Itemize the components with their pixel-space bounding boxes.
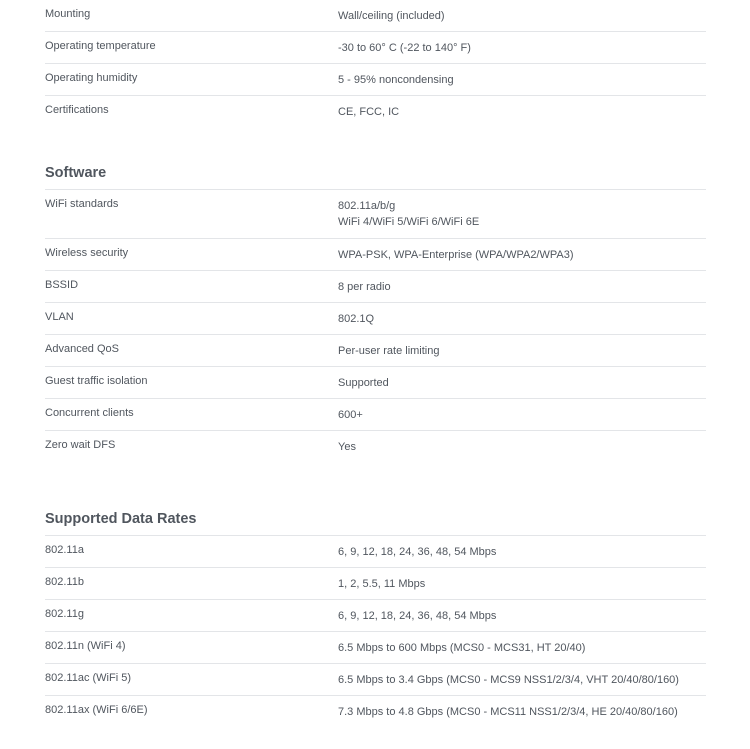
spec-value-line: 802.11a/b/g <box>338 200 396 212</box>
spec-row-80211g <box>45 600 706 632</box>
spec-label: Concurrent clients <box>45 407 134 419</box>
spec-value: CE, FCC, IC <box>338 106 400 118</box>
spec-value-line: WiFi 4/WiFi 5/WiFi 6/WiFi 6E <box>338 216 480 228</box>
spec-row-wifi-standards <box>45 190 706 239</box>
spec-row-guest-traffic-isolation <box>45 367 706 399</box>
spec-sheet <box>45 0 706 728</box>
spec-value: Per-user rate limiting <box>338 345 440 357</box>
spec-value: WPA-PSK, WPA-Enterprise (WPA/WPA2/WPA3) <box>338 249 574 261</box>
spec-row-vlan <box>45 303 706 335</box>
spec-value: 5 - 95% noncondensing <box>338 74 454 86</box>
spec-value: 1, 2, 5.5, 11 Mbps <box>338 578 426 590</box>
spec-row-operating-temperature <box>45 32 706 64</box>
spec-label: Certifications <box>45 104 109 116</box>
spec-row-80211a <box>45 536 706 568</box>
hardware-specs <box>45 0 706 128</box>
spec-value: 6, 9, 12, 18, 24, 36, 48, 54 Mbps <box>338 546 497 558</box>
spec-label: WiFi standards <box>45 198 119 210</box>
spec-value: 6.5 Mbps to 600 Mbps (MCS0 - MCS31, HT 20/40) <box>338 642 586 654</box>
spec-value: Wall/ceiling (included) <box>338 10 445 22</box>
spec-row-advanced-qos <box>45 335 706 367</box>
spec-label: Zero wait DFS <box>45 439 116 451</box>
spec-row-operating-humidity <box>45 64 706 96</box>
spec-value: 802.1Q <box>338 313 375 325</box>
spec-row-certifications <box>45 96 706 128</box>
spec-row-80211ac <box>45 664 706 696</box>
spec-row-80211n <box>45 632 706 664</box>
spec-label: Mounting <box>45 8 91 20</box>
spec-label: Operating humidity <box>45 72 138 84</box>
spec-label: VLAN <box>45 311 74 323</box>
section-title-data-rates: Supported Data Rates <box>45 504 706 536</box>
spec-value: 7.3 Mbps to 4.8 Gbps (MCS0 - MCS11 NSS1/2/3/4, HE 20/40/80/160) <box>338 706 678 718</box>
spec-value <box>338 190 706 230</box>
spec-row-mounting <box>45 0 706 32</box>
spec-value: -30 to 60° C (-22 to 140° F) <box>338 42 471 54</box>
spec-label: 802.11b <box>45 576 84 588</box>
spec-label: 802.11a <box>45 544 84 556</box>
spec-row-80211b <box>45 568 706 600</box>
spec-label: 802.11n (WiFi 4) <box>45 640 126 652</box>
spec-value: 6, 9, 12, 18, 24, 36, 48, 54 Mbps <box>338 610 497 622</box>
section-title-software: Software <box>45 158 706 190</box>
spec-row-bssid <box>45 271 706 303</box>
data-rates-section <box>45 504 706 728</box>
spec-row-80211ax <box>45 696 706 728</box>
spec-label: Guest traffic isolation <box>45 375 148 387</box>
spec-label: BSSID <box>45 279 79 291</box>
spec-value: Supported <box>338 377 389 389</box>
spec-row-wireless-security <box>45 239 706 271</box>
spec-label: 802.11ax (WiFi 6/6E) <box>45 704 148 716</box>
spec-label: 802.11ac (WiFi 5) <box>45 672 131 684</box>
spec-label: Advanced QoS <box>45 343 119 355</box>
spec-value: 600+ <box>338 409 363 421</box>
spec-row-zero-wait-dfs <box>45 431 706 463</box>
spec-label: 802.11g <box>45 608 84 620</box>
spec-value: 6.5 Mbps to 3.4 Gbps (MCS0 - MCS9 NSS1/2/3/4, VHT 20/40/80/160) <box>338 674 679 686</box>
software-section <box>45 158 706 463</box>
spec-label: Wireless security <box>45 247 129 259</box>
spec-value: Yes <box>338 441 356 453</box>
spec-row-concurrent-clients <box>45 399 706 431</box>
spec-label: Operating temperature <box>45 40 156 52</box>
spec-value: 8 per radio <box>338 281 391 293</box>
